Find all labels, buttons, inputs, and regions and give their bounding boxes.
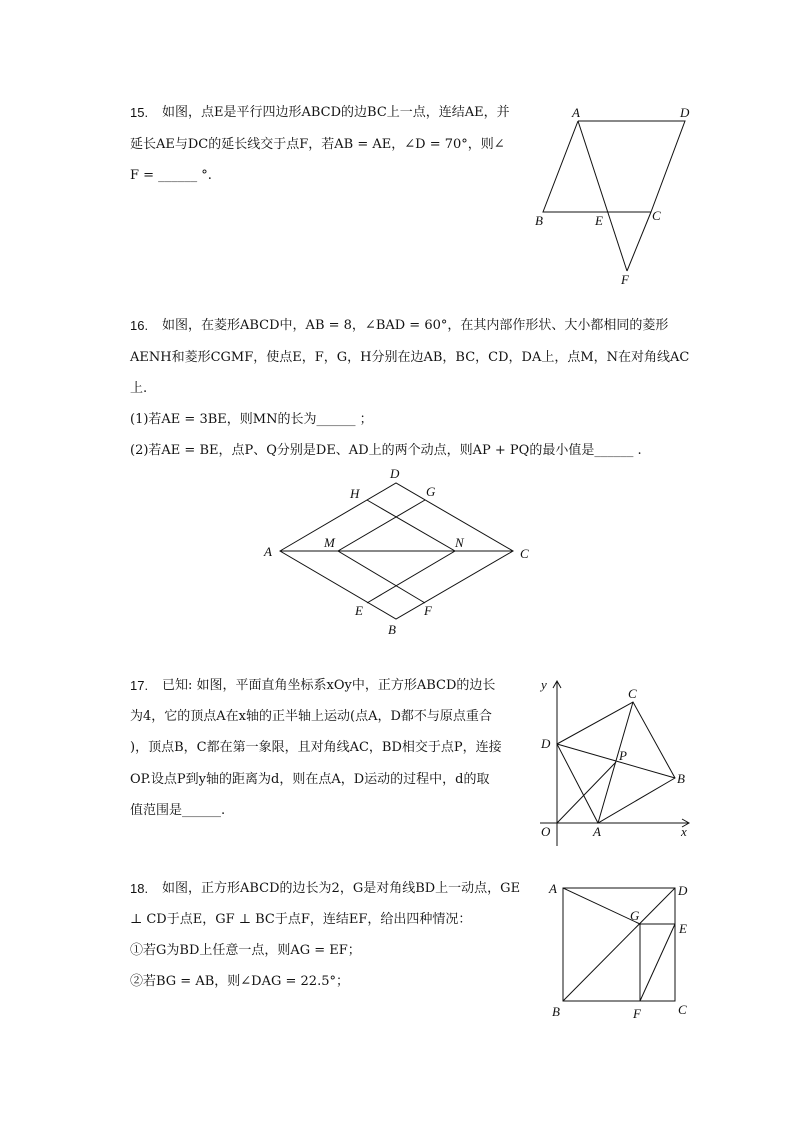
fig18-label-C: C: [678, 1002, 687, 1017]
fig16-label-B: B: [388, 622, 396, 637]
problem-15-line-1: 如图，点E是平行四边形ABCD的边BC上一点，连结AE，并: [162, 105, 510, 120]
problem-15-line-2: 延长AE与DC的延长线交于点F，若AB = AE，∠D = 70°，则∠: [130, 137, 505, 152]
problem-18-line-4: ②若BG = AB，则∠DAG = 22.5°；: [130, 974, 349, 989]
fig16-label-G: G: [426, 484, 436, 499]
fig15-label-A: A: [572, 105, 580, 120]
fig15-label-C: C: [652, 208, 661, 223]
figure-18-square: [548, 881, 688, 1021]
problem-15-number: 15.: [130, 105, 149, 120]
problem-17-line-4: OP.设点P到y轴的距离为d，则在点A，D运动的过程中，d的取: [130, 772, 490, 787]
fig18-label-D: D: [678, 883, 688, 898]
problem-18-line-1: 如图，正方形ABCD的边长为2，G是对角线BD上一动点，GE: [162, 881, 521, 896]
fig16-label-E: E: [355, 603, 363, 618]
problem-16-number: 16.: [130, 318, 149, 333]
fig18-label-B: B: [552, 1004, 560, 1019]
fig16-label-D: D: [390, 466, 400, 481]
fig15-label-E: E: [595, 213, 603, 228]
fig17-label-C: C: [628, 686, 637, 701]
problem-16-line-3: 上.: [130, 381, 148, 396]
problem-18-line-3: ①若G为BD上任意一点，则AG = EF；: [130, 943, 361, 958]
figure-15-parallelogram: [535, 105, 690, 287]
figure-16-rhombus: [263, 466, 529, 637]
problem-16-line-5: (2)若AE = BE，点P、Q分别是DE、AD上的两个动点，则AP + PQ的最小值是______ .: [130, 443, 642, 458]
problem-17-line-5: 值范围是______.: [130, 803, 226, 818]
fig17-label-O: O: [541, 824, 551, 839]
fig15-label-B: B: [535, 213, 543, 228]
fig18-label-E: E: [679, 921, 687, 936]
fig16-label-F: F: [424, 603, 432, 618]
fig16-label-H: H: [350, 486, 360, 501]
fig16-label-C: C: [520, 546, 529, 561]
figure-17-coordinate-square: [539, 677, 689, 846]
fig17-label-A: A: [593, 824, 601, 839]
problem-18-number: 18.: [130, 881, 149, 896]
fig15-label-D: D: [680, 105, 690, 120]
fig17-label-B: B: [677, 771, 685, 786]
fig18-label-G: G: [630, 908, 640, 923]
problem-17-line-3: )，顶点B，C都在第一象限，且对角线AC，BD相交于点P，连接: [130, 740, 502, 755]
fig16-label-A: A: [264, 544, 272, 559]
fig16-label-M: M: [324, 535, 335, 550]
problem-16-line-1: 如图，在菱形ABCD中，AB = 8，∠BAD = 60°，在其内部作形状、大小都相同的菱形: [162, 318, 669, 333]
problem-18-line-2: ⊥ CD于点E，GF ⊥ BC于点F，连结EF，给出四种情况：: [130, 912, 472, 927]
fig17-label-P: P: [619, 748, 627, 763]
problem-17-line-2: 为4，它的顶点A在x轴的正半轴上运动(点A，D都不与原点重合: [130, 709, 492, 724]
problem-17-line-1: 已知: 如图，平面直角坐标系xOy中，正方形ABCD的边长: [162, 678, 496, 693]
problem-17-number: 17.: [130, 678, 149, 693]
problem-16-line-4: (1)若AE = 3BE，则MN的长为______ ；: [130, 412, 373, 427]
fig17-label-y: y: [541, 677, 547, 692]
fig16-label-N: N: [455, 535, 464, 550]
problem-15-line-3: F = ______ °.: [130, 168, 212, 183]
problem-16-line-2: AENH和菱形CGMF，使点E，F，G，H分别在边AB，BC，CD，DA上，点M，N在对角线AC: [130, 350, 690, 365]
fig15-label-F: F: [621, 272, 629, 287]
fig17-label-x: x: [681, 824, 687, 839]
fig18-label-F: F: [633, 1006, 641, 1021]
fig18-label-A: A: [549, 881, 557, 896]
fig17-label-D: D: [541, 736, 551, 751]
